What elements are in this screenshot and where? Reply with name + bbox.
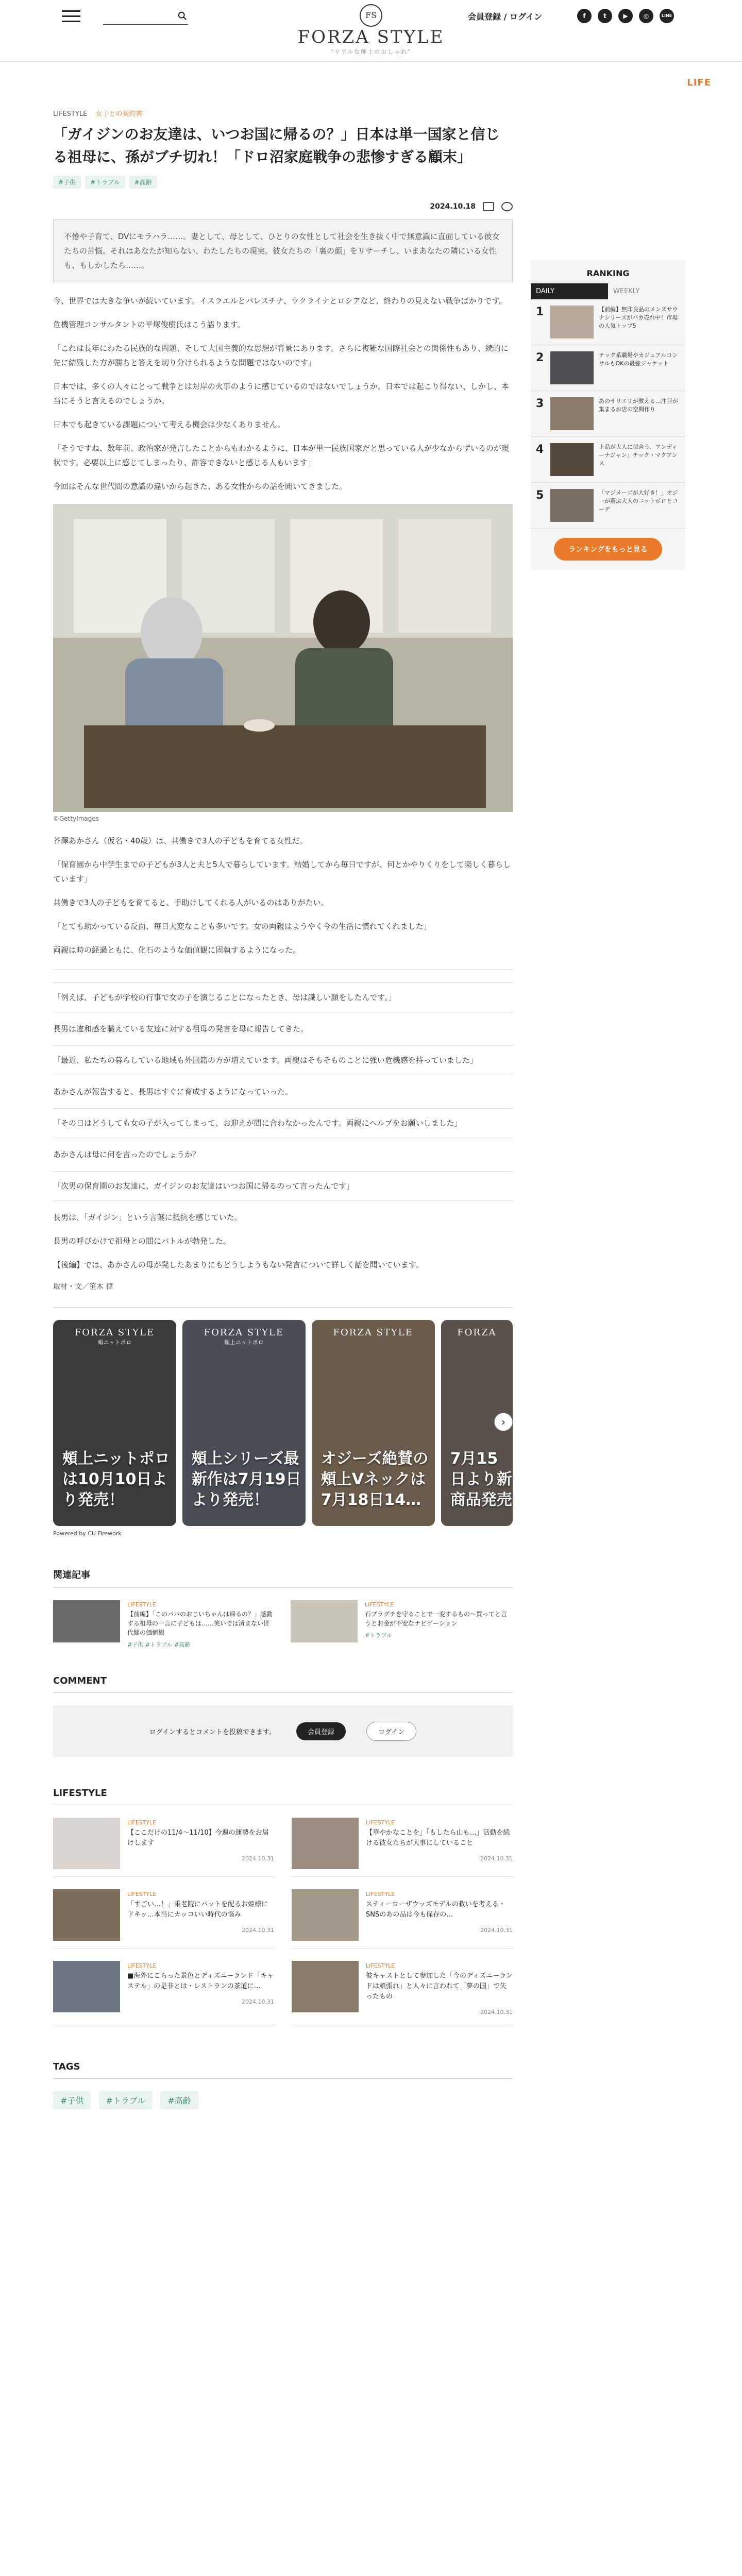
instagram-icon[interactable]: ◎	[639, 9, 653, 23]
product-card[interactable]	[53, 1320, 176, 1526]
product-card[interactable]	[312, 1320, 435, 1526]
article-paragraph: 長男の呼びかけで祖母との間にバトルが勃発した。	[53, 1236, 231, 1246]
lifestyle-thumbnail	[292, 1818, 359, 1869]
rank-title: 上品が大人に似合う、アンディーナジャン」チック・マクアンス	[599, 444, 678, 467]
lifestyle-thumbnail	[53, 1889, 120, 1941]
tab-daily[interactable]: DAILY	[531, 283, 608, 299]
twitter-icon[interactable]: t	[598, 9, 612, 23]
card-logo: FORZA STYLE	[74, 1327, 155, 1338]
lifestyle-heading: LIFESTYLE	[53, 1788, 107, 1799]
rank-number: 2	[536, 351, 544, 364]
article-paragraph: 長男は、「ガイジン」という言葉に抵抗を感じていた。	[53, 1213, 242, 1222]
article-photo	[53, 504, 513, 812]
lifestyle-thumbnail	[292, 1961, 359, 2012]
lifestyle-title: ■海外にこらった景色とディズニーランド「キャステル」の是非とは・レストランの茶道に…	[127, 1972, 274, 1990]
related-thumbnail	[53, 1600, 120, 1642]
logo-emblem: FS	[360, 4, 382, 27]
youtube-icon[interactable]: ▶	[618, 9, 633, 23]
lifestyle-item[interactable]	[53, 1818, 274, 1877]
card-text: 頰上ニットポロは10月10日より発売！	[62, 1450, 170, 1509]
lifestyle-date: 2024.10.31	[480, 1927, 513, 1934]
rank-number: 4	[536, 443, 544, 456]
article-paragraph: 長男は違和感を職えている友達に対する祖母の発言を母に報告してきた。	[53, 1024, 309, 1033]
comment-icon[interactable]	[483, 202, 494, 211]
powered-by[interactable]: Powered by CU Firework	[53, 1530, 122, 1537]
article-paragraph: 「これは長年にわたる民族的な問題、そして大国主義的な思想が背景にあります。さらに複雑な国際社会との関係性もあり、続的に先に結残した方が勝ちと答えを切り分けられるような問題ではないのです」	[53, 344, 509, 367]
subcategory-link[interactable]: 女子との契約書	[95, 110, 143, 118]
card-logo: FORZA STYLE	[204, 1327, 284, 1338]
card-text: オジーズ絶賛の頰上Vネックは7月18日14…	[321, 1450, 429, 1509]
lifestyle-date: 2024.10.31	[480, 1855, 513, 1862]
rank-number: 3	[536, 397, 544, 410]
rank-thumbnail	[550, 489, 594, 522]
related-category: LIFESTYLE	[365, 1601, 394, 1608]
lifestyle-thumbnail	[53, 1818, 120, 1869]
article-paragraph: 今、世界では大きな争いが続いています。イスラエルとパレスチナ、ウクライナとロシアなど、終わりの見えない戦争ばかりです。	[53, 296, 507, 306]
lifestyle-title: 【ここだけの11/4〜11/10】今週の運勢をお届けします	[127, 1829, 269, 1847]
article-tags	[53, 176, 513, 189]
comment-login-box	[53, 1705, 513, 1757]
rank-title: 【前編】無印良品のメンズサウナシリーズがバカ売れ中！市場の人気トップ5	[599, 306, 678, 329]
lifestyle-date: 2024.10.31	[480, 2009, 513, 2015]
lifestyle-list	[53, 1818, 513, 2025]
menu-icon[interactable]	[62, 10, 80, 23]
logo-wordmark: FORZA STYLE	[297, 27, 445, 47]
share-icon[interactable]	[501, 202, 513, 211]
card-logo: FORZA	[457, 1327, 497, 1338]
related-thumbnail	[291, 1600, 358, 1642]
card-text: 頰上シリーズ最新作は7月19日より発売！	[191, 1450, 301, 1509]
tag-link[interactable]: #高齢	[160, 2091, 198, 2109]
ranking-item[interactable]	[531, 483, 685, 529]
related-heading: 関連記事	[53, 1570, 90, 1581]
chevron-right-icon[interactable]: ›	[494, 1413, 513, 1431]
rank-thumbnail	[550, 443, 594, 476]
related-item[interactable]	[53, 1600, 275, 1650]
related-item[interactable]	[291, 1600, 513, 1650]
tags-heading: TAGS	[53, 2061, 80, 2072]
lifestyle-date: 2024.10.31	[242, 1927, 274, 1934]
lifestyle-thumbnail	[292, 1889, 359, 1941]
rank-thumbnail	[550, 306, 594, 338]
article-title: 「ガイジンのお友達は、いつお国に帰るの？」日本は単一国家と信じる祖母に、孫がブチ切れ！「ドロ沼家庭戦争の悲惨すぎる顧末」	[53, 126, 500, 165]
card-subtitle: 頰ニットポロ	[97, 1339, 132, 1346]
article-paragraph: 今回はそんな世代間の意識の違いから起きた、ある女性からの話を聞いてきました。	[53, 482, 347, 491]
related-category: LIFESTYLE	[127, 1601, 157, 1608]
tag-link[interactable]: #トラブル	[99, 2091, 153, 2109]
login-button[interactable]: ログイン	[366, 1722, 416, 1741]
article-quote: 「その日はどうしても女の子が入ってしまって、お迎えが間に合わなかったんです。両親にヘルプをお願いしました」	[53, 1108, 513, 1138]
search-input[interactable]	[103, 9, 175, 24]
article-paragraph: 芥澤あかさん（仮名・40歳）は、共働きで3人の子どもを育てる女性だ。	[53, 836, 308, 845]
card-text: 7月15日より新商品発売	[450, 1450, 512, 1509]
lifestyle-title: 【華やかなことを」「もしたら山も…」活動を続ける彼女たちが大事にしていること	[366, 1829, 510, 1847]
lifestyle-category: LIFESTYLE	[127, 1962, 157, 1969]
lifestyle-category: LIFESTYLE	[366, 1891, 395, 1897]
ranking-more-button[interactable]: ランキングをもっと見る	[554, 538, 662, 561]
ranking-item[interactable]	[531, 299, 685, 345]
product-card[interactable]	[182, 1320, 306, 1526]
article-paragraph: 「保育園から中学生までの子どもが3人と夫と5人で暮らしています。結婚してから毎日ですが、何とかやりくりをして楽しく暮らしています」	[53, 860, 511, 884]
lifestyle-item[interactable]	[53, 1889, 274, 1948]
line-icon[interactable]: LINE	[660, 9, 674, 23]
account-links[interactable]	[468, 10, 542, 22]
family-photo-illustration	[53, 504, 513, 812]
tag-link[interactable]: #高齢	[129, 176, 157, 189]
divider	[53, 1692, 513, 1693]
ranking-item[interactable]	[531, 345, 685, 391]
article-paragraph: 【後編】では、あかさんの母が発したあまりにもどうしようもない発言について詳しく話を聞いています。	[53, 1260, 424, 1269]
section-label[interactable]: LIFE	[687, 77, 711, 88]
related-tags: #トラブル	[365, 1632, 392, 1639]
related-title: 石ブラグチを守ることで一変するもの～買ってと言うとお金が不安なナビゲーション	[365, 1611, 508, 1627]
lifestyle-title: スティーローザウッズモデルの救いを考える・SNSのあの品は今も保存の…	[366, 1901, 505, 1919]
comment-heading: COMMENT	[53, 1675, 107, 1686]
category-link[interactable]: LIFESTYLE	[53, 110, 88, 118]
lifestyle-item[interactable]	[292, 1889, 513, 1948]
ranking-item[interactable]	[531, 437, 685, 483]
rank-title: あのサリエリが教える…注目が集まるお店の空間作り	[599, 398, 678, 413]
site-header	[0, 0, 742, 62]
ranking-tabs	[531, 283, 685, 299]
article-paragraph: 日本では、多くの人々にとって戦争とは対岸の火事のように感じているのではないでしょうか。日本では起こり得ない、しかし、本当にそうと言えるのでしょうか。	[53, 382, 509, 405]
lifestyle-date: 2024.10.31	[242, 1855, 274, 1862]
tag-link[interactable]: #子供	[53, 2091, 91, 2109]
lifestyle-category: LIFESTYLE	[366, 1819, 395, 1826]
article-paragraph: 「とても助かっている反面、毎日大変なことも多いです。女の両親はようやく今の生活に慣れてくれました」	[53, 922, 431, 931]
comment-prompt: ログインするとコメントを投稿できます。	[149, 1728, 276, 1736]
search-box	[103, 9, 188, 25]
related-tags: #子供 #トラブル #高齢	[127, 1641, 191, 1648]
logo-tagline: “リアルな紳士のおしゃれ”	[330, 48, 412, 55]
related-title: 【前編】「このパパのおじいちゃんは帰るの？」感動する祖母の一言に子どもは……笑いでは済まない世代間の価値観	[127, 1611, 273, 1636]
product-strip	[53, 1320, 513, 1526]
register-login-link[interactable]: 会員登録 / ログイン	[468, 12, 543, 22]
lifestyle-category: LIFESTYLE	[366, 1962, 395, 1969]
ranking-sidebar	[531, 260, 685, 570]
rank-title: 「マジメーゴが大好き！」オジーが選ぶ大人のニットポロとコーデ	[599, 489, 678, 513]
article-paragraph: あかさんは母に何を言ったのでしょうか？	[53, 1150, 200, 1159]
article-paragraph: 危機管理コンサルタントの平塚俊樹氏はこう語ります。	[53, 320, 245, 329]
lifestyle-category: LIFESTYLE	[127, 1891, 157, 1897]
rank-title: テック系職場やカジュアルコンサルもOKの最強ジャケット	[599, 352, 678, 367]
rank-thumbnail	[550, 351, 594, 384]
search-icon[interactable]	[178, 11, 187, 21]
article-date: 2024.10.18	[430, 202, 476, 211]
article-lead: 不倦や子育て、DVにモラハラ……。妻として、母として、ひとりの女性として社会を生き抜く中で無意識に直面している彼女たちの苦悩。それはあなたが知らない、わたしたちの現実。彼女たちの「裏の顔」をリサーチし、いまあなたの隣にいる女性も、もしかしたら……。	[53, 219, 513, 282]
tab-weekly[interactable]: WEEKLY	[613, 287, 640, 295]
tags-list	[53, 2091, 513, 2109]
breadcrumb	[53, 108, 513, 118]
site-logo[interactable]	[294, 4, 448, 56]
photo-caption: ©GettyImages	[53, 815, 99, 822]
divider	[53, 2078, 513, 2079]
facebook-icon[interactable]: f	[577, 9, 592, 23]
register-button[interactable]: 会員登録	[296, 1722, 346, 1740]
article-main	[53, 108, 513, 2109]
rank-number: 1	[536, 306, 544, 318]
lifestyle-category: LIFESTYLE	[127, 1819, 157, 1826]
lifestyle-item[interactable]	[292, 1961, 513, 2025]
related-list	[53, 1600, 513, 1650]
tag-link[interactable]: #トラブル	[85, 176, 125, 189]
article-paragraph: あかさんが報告すると、長男はすぐに育成するようになっていった。	[53, 1087, 293, 1096]
article-meta	[53, 202, 513, 211]
lifestyle-item[interactable]	[53, 1961, 274, 2025]
rank-thumbnail	[550, 397, 594, 430]
social-links	[577, 9, 674, 23]
article-paragraph: 共働きで3人の子どもを育てると、手助けしてくれる人がいるのはありがたい。	[53, 898, 329, 907]
article-paragraph: 両親は時の経過ともに、化石のような価値観に固執するようになった。	[53, 945, 301, 955]
article-quote: 「例えば、子どもが学校の行事で女の子を演じることになったとき、母は識しい顔をしたんです。」	[53, 982, 513, 1012]
ranking-heading: RANKING	[586, 268, 630, 278]
article-quote: 「最近、私たちの暮らしている地域も外国籍の方が増えています。両親はそもそものことに強い危機感を持っていました」	[53, 1045, 513, 1075]
divider	[53, 1307, 513, 1308]
lifestyle-thumbnail	[53, 1961, 120, 2012]
divider	[53, 1587, 513, 1588]
lifestyle-item[interactable]	[292, 1818, 513, 1877]
card-logo: FORZA STYLE	[333, 1327, 413, 1338]
article-paragraph: 日本でも起きている課題について考える機会は少なくありません。	[53, 420, 285, 429]
article-quote: 「次男の保育園のお友達に、ガイジンのお友達はいつお国に帰るのって言ったんです」	[53, 1171, 513, 1201]
lifestyle-title: 「すごい…！」乗老院にパットを配るお姫様にドキッ…本当にカッコいい時代の悩み	[127, 1901, 268, 1919]
ranking-item[interactable]	[531, 391, 685, 437]
lifestyle-date: 2024.10.31	[242, 1998, 274, 2005]
article-credit: 取材・文／笹木 律	[53, 1283, 113, 1291]
card-subtitle: 頰上ニットポロ	[224, 1339, 264, 1346]
lifestyle-title: 彼キャストとして参加した「今のディズニーランドは頑張れ」と人々に言われて「夢の国」で失ったもの	[366, 1972, 513, 2001]
tag-link[interactable]: #子供	[53, 176, 81, 189]
rank-number: 5	[536, 489, 544, 502]
article-paragraph: 「そうですね、数年前、政治家が発言したことからもわかるように、日本が単一民族国家だと思っている人が少なからずいるのが現状です。必要以上に感じてしまったり、許容できないと感じる人もいます」	[53, 444, 510, 467]
